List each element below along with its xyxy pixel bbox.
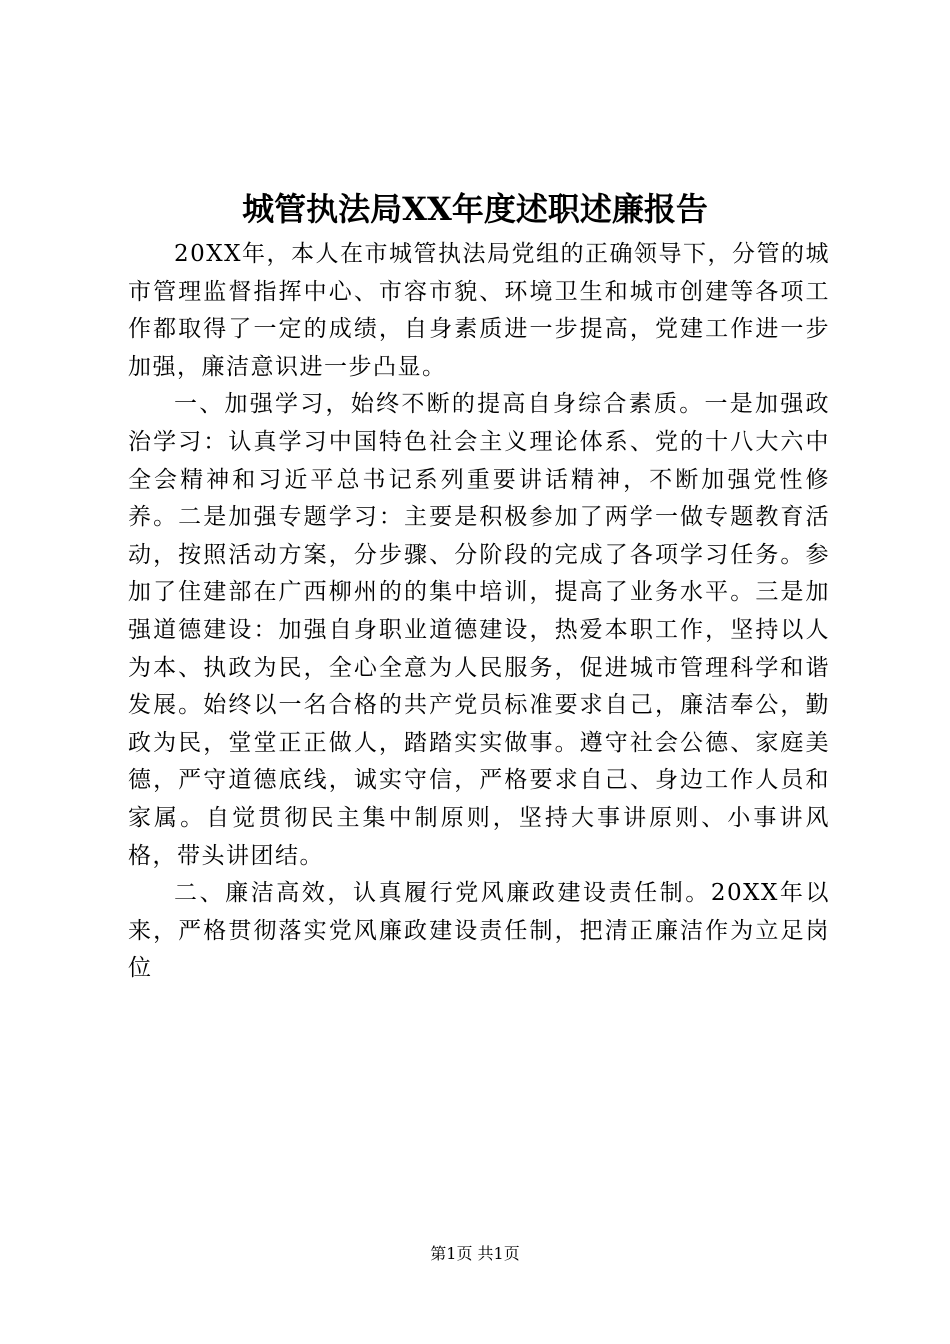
- page-number: 第1页: [430, 1244, 473, 1263]
- paragraph-section-two: 二、廉洁高效，认真履行党风廉政建设责任制。20XX年以来，严格贯彻落实党风廉政建设责任制，把清正廉洁作为立足岗位: [128, 880, 830, 982]
- paragraph-intro: 20XX年，本人在市城管执法局党组的正确领导下，分管的城市管理监督指挥中心、市容市貌、环境卫生和城市创建等各项工作都取得了一定的成绩，自身素质进一步提高，党建工作进一步加强，廉洁意识进一步凸显。: [128, 241, 831, 380]
- paragraph-section-one: 一、加强学习，始终不断的提高自身综合素质。一是加强政治学习：认真学习中国特色社会主义理论体系、党的十八大六中全会精神和习近平总书记系列重要讲话精神，不断加强党性修养。二是加强专题学习：主要是积极参加了两学一做专题教育活动，按照活动方案，分步骤、分阶段的完成了各项学习任务。参加了住建部在广西柳州的的集中培训，提高了业务水平。三是加强道德建设：加强自身职业道德建设，热爱本职工作，坚持以人为本、执政为民，全心全意为人民服务，促进城市管理科学和谐发展。始终以一名合格的共产党员标准要求自己，廉洁奉公，勤政为民，堂堂正正做人，踏踏实实做事。遵守社会公德、家庭美德，严守道德底线，诚实守信，严格要求自己、身边工作人员和家属。自觉贯彻民主集中制原则，坚持大事讲原则、小事讲风格，带头讲团结。: [128, 391, 830, 869]
- page-footer: [0, 1242, 950, 1266]
- document-title: 城管执法局XX年度述职述廉报告: [242, 190, 708, 228]
- page-total: 共1页: [477, 1244, 520, 1263]
- document-body: [128, 236, 830, 988]
